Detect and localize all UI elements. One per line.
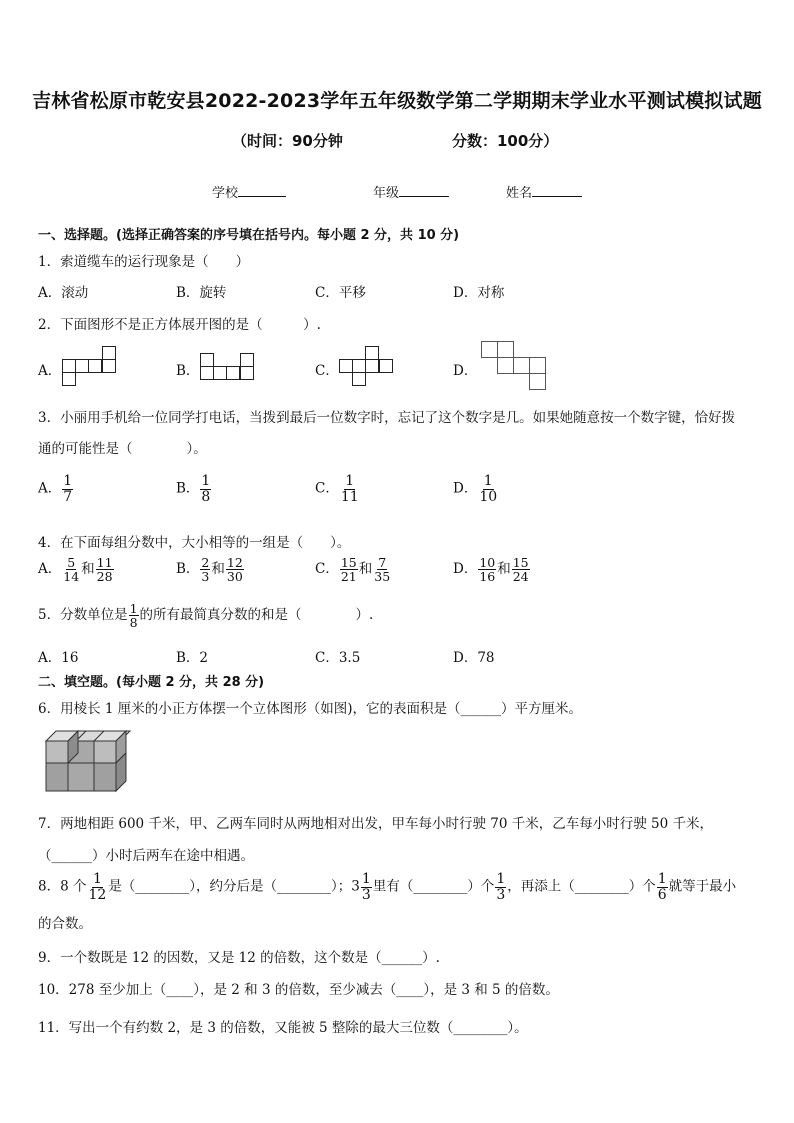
school-blank[interactable] <box>238 196 286 197</box>
q3-option-c-fraction: $\frac{1}{11}$ <box>340 473 359 505</box>
q3-option-c-label: C． <box>315 480 339 497</box>
page-title: 吉林省松原市乾安县2022-2023学年五年级数学第二学期期末学业水平测试模拟试题 <box>32 90 762 112</box>
fraction: $\frac{12}{30}$ <box>226 555 243 585</box>
question-9: 9．一个数既是 12 的因数，又是 12 的倍数，这个数是（______）. <box>38 950 440 966</box>
name-blank[interactable] <box>532 196 582 197</box>
q3-option-a-label: A． <box>38 480 62 497</box>
question-2: 2．下面图形不是正方体展开图的是（ ）. <box>38 317 321 333</box>
q4-option-b[interactable] <box>176 556 245 583</box>
fraction: $\frac{15}{24}$ <box>512 555 529 585</box>
exam-score: 分数：100分） <box>452 132 559 150</box>
q2-option-a-label[interactable]: A． <box>38 363 62 379</box>
q8-fraction-2: $\frac{1}{3}$ <box>361 871 371 903</box>
question-8-line-2: 的合数。 <box>38 916 92 932</box>
q2-option-a-net <box>62 346 116 386</box>
and-word: 和 <box>211 561 225 578</box>
q2-option-d-label[interactable]: D． <box>453 363 478 379</box>
question-10: 10．278 至少加上（____），是 2 和 3 的倍数，至少减去（____），是 3 和 5 的倍数。 <box>38 982 559 998</box>
section-1-title: 一、选择题。(选择正确答案的序号填在括号内。每小题 2 分，共 10 分) <box>38 228 460 243</box>
q8-fraction-1: $\frac{1}{12}$ <box>88 871 107 903</box>
q8-text-3: 里有（________）个 <box>372 878 495 895</box>
and-word: 和 <box>497 561 511 578</box>
q8-text-2: 是（________），约分后是（________）；3 <box>108 878 360 895</box>
question-5 <box>38 602 373 629</box>
grade-blank[interactable] <box>399 196 449 197</box>
question-11: 11．写出一个有约数 2，是 3 的倍数，又能被 5 整除的最大三位数（________）。 <box>38 1020 528 1036</box>
and-word: 和 <box>81 561 95 578</box>
grade-label: 年级 <box>373 186 400 201</box>
q4-option-a-label: A． <box>38 561 62 578</box>
q3-option-d-fraction: $\frac{1}{10}$ <box>479 473 498 505</box>
q3-option-c[interactable] <box>315 474 361 504</box>
q8-text-1: 8．8 个 <box>38 878 87 895</box>
q2-option-c-label[interactable]: C． <box>315 363 339 379</box>
q2-option-c-net <box>339 346 393 386</box>
q8-fraction-4: $\frac{1}{6}$ <box>657 871 667 903</box>
q4-option-c[interactable] <box>315 556 392 583</box>
q4-option-d-label: D． <box>453 561 478 578</box>
section-2-title: 二、填空题。(每小题 2 分，共 28 分) <box>38 675 265 690</box>
q3-option-b-fraction: $\frac{1}{8}$ <box>201 473 211 505</box>
school-label: 学校 <box>212 186 239 201</box>
q1-option-d[interactable]: D．对称 <box>453 285 505 301</box>
q1-option-b[interactable]: B．旋转 <box>176 285 227 301</box>
q3-option-d[interactable] <box>453 474 499 504</box>
q3-option-a-fraction: $\frac{1}{7}$ <box>63 473 73 505</box>
q2-option-b-net <box>200 353 254 380</box>
fraction: $\frac{10}{16}$ <box>479 555 496 585</box>
q2-option-d-net <box>481 341 547 391</box>
q5-option-b[interactable]: B．2 <box>176 650 209 666</box>
cube-figure <box>44 727 134 797</box>
fraction: $\frac{2}{3}$ <box>201 555 210 585</box>
q5-fraction: $\frac{1}{8}$ <box>129 601 138 631</box>
q8-fraction-3: $\frac{1}{3}$ <box>496 871 506 903</box>
and-word: 和 <box>358 561 373 578</box>
q3-option-b[interactable] <box>176 474 212 504</box>
q1-option-a[interactable]: A．滚动 <box>38 285 89 301</box>
question-1: 1．索道缆车的运行现象是（ ） <box>38 254 250 270</box>
name-label: 姓名 <box>506 186 533 201</box>
q5-suffix: 的所有最简真分数的和是（ ）. <box>139 607 374 624</box>
school-field <box>212 182 286 201</box>
q2-option-b-label[interactable]: B． <box>176 363 200 379</box>
question-7-line-2: （______）小时后两车在途中相遇。 <box>38 848 254 864</box>
q8-text-4: ，再添上（________）个 <box>507 878 656 895</box>
question-6: 6．用棱长 1 厘米的小正方体摆一个立体图形（如图)，它的表面积是（______）平方厘米。 <box>38 701 583 717</box>
q8-text-5: 就等于最小 <box>668 878 737 895</box>
q5-option-d[interactable]: D．78 <box>453 650 495 666</box>
q3-option-b-label: B． <box>176 480 200 497</box>
q4-option-b-label: B． <box>176 561 200 578</box>
q4-option-c-label: C． <box>315 561 339 578</box>
question-8-line-1 <box>38 872 736 902</box>
question-4: 4．在下面每组分数中，大小相等的一组是（ ）。 <box>38 535 351 551</box>
fraction: $\frac{5}{14}$ <box>63 555 80 585</box>
question-3-line-2: 通的可能性是（ ）。 <box>38 441 207 457</box>
exam-time: （时间：90分钟 <box>232 132 343 150</box>
fraction: $\frac{7}{35}$ <box>374 555 391 585</box>
grade-field <box>373 182 449 201</box>
q5-option-c[interactable]: C．3.5 <box>315 650 361 666</box>
name-field <box>506 182 582 201</box>
q4-option-d[interactable] <box>453 556 531 583</box>
question-3-line-1: 3．小丽用手机给一位同学打电话，当拨到最后一位数字时，忘记了这个数字是几。如果她随意按一个数字键，恰好拨 <box>38 410 736 426</box>
q5-prefix: 5．分数单位是 <box>38 607 128 624</box>
q3-option-d-label: D． <box>453 480 478 497</box>
q5-option-a[interactable]: A．16 <box>38 650 79 666</box>
fraction: $\frac{15}{21}$ <box>340 555 357 585</box>
q4-option-a[interactable] <box>38 556 115 583</box>
question-7-line-1: 7．两地相距 600 千米，甲、乙两车同时从两地相对出发，甲车每小时行驶 70 千米，乙车每小时行驶 50 千米， <box>38 816 713 832</box>
q1-option-c[interactable]: C．平移 <box>315 285 366 301</box>
fraction: $\frac{11}{28}$ <box>96 555 113 585</box>
q3-option-a[interactable] <box>38 474 74 504</box>
